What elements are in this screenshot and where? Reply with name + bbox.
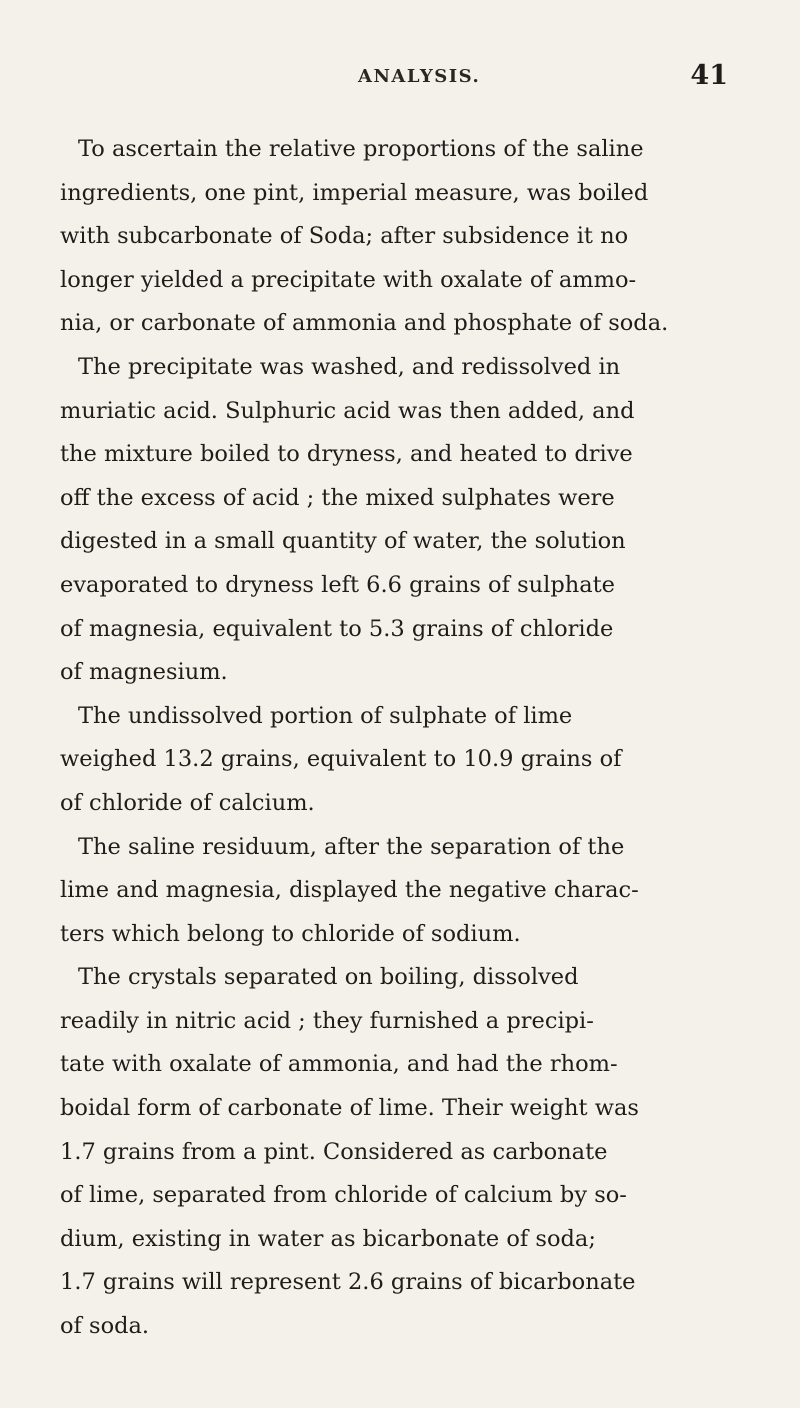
text-line: of magnesia, equivalent to 5.3 grains of chloride: [60, 615, 614, 642]
text-line: weighed 13.2 grains, equivalent to 10.9 grains of: [60, 746, 622, 773]
page-number: 41: [690, 60, 728, 91]
text-line: of lime, separated from chloride of calcium by so-: [60, 1182, 627, 1209]
text-line: of magnesium.: [60, 659, 228, 686]
text-line: the mixture boiled to dryness, and heated to drive: [60, 441, 633, 468]
text-line: off the excess of acid ; the mixed sulphates were: [60, 484, 615, 511]
running-title: ANALYSIS.: [358, 66, 481, 87]
text-line: 1.7 grains from a pint. Considered as carbonate: [60, 1138, 608, 1165]
text-line: The crystals separated on boiling, dissolved: [78, 964, 579, 991]
text-line: longer yielded a precipitate with oxalate of ammo-: [60, 266, 637, 293]
text-line: evaporated to dryness left 6.6 grains of sulphate: [60, 571, 615, 598]
text-line: of chloride of calcium.: [60, 789, 315, 816]
text-line: ters which belong to chloride of sodium.: [60, 920, 521, 947]
running-head: [60, 62, 748, 96]
text-line: muriatic acid. Sulphuric acid was then added, and: [60, 397, 635, 424]
text-line: with subcarbonate of Soda; after subsidence it no: [60, 223, 629, 250]
text-line: ingredients, one pint, imperial measure, was boiled: [60, 179, 649, 206]
text-line: The undissolved portion of sulphate of lime: [78, 702, 573, 729]
text-line: digested in a small quantity of water, the solution: [60, 528, 626, 555]
body-text: [60, 134, 748, 1355]
text-line: To ascertain the relative proportions of the saline: [78, 136, 644, 162]
text-line: dium, existing in water as bicarbonate of soda;: [60, 1225, 596, 1252]
text-line: readily in nitric acid ; they furnished a precipi-: [60, 1007, 594, 1034]
text-line: nia, or carbonate of ammonia and phosphate of soda.: [60, 310, 669, 337]
text-line: boidal form of carbonate of lime. Their weight was: [60, 1095, 639, 1122]
text-line: 1.7 grains will represent 2.6 grains of bicarbonate: [60, 1269, 636, 1296]
text-line: The precipitate was washed, and redissolved in: [78, 353, 621, 380]
text-line: lime and magnesia, displayed the negative charac-: [60, 877, 639, 904]
text-line: of soda.: [60, 1313, 150, 1340]
text-line: The saline residuum, after the separation of the: [78, 833, 625, 860]
text-line: tate with oxalate of ammonia, and had the rhom-: [60, 1051, 618, 1078]
